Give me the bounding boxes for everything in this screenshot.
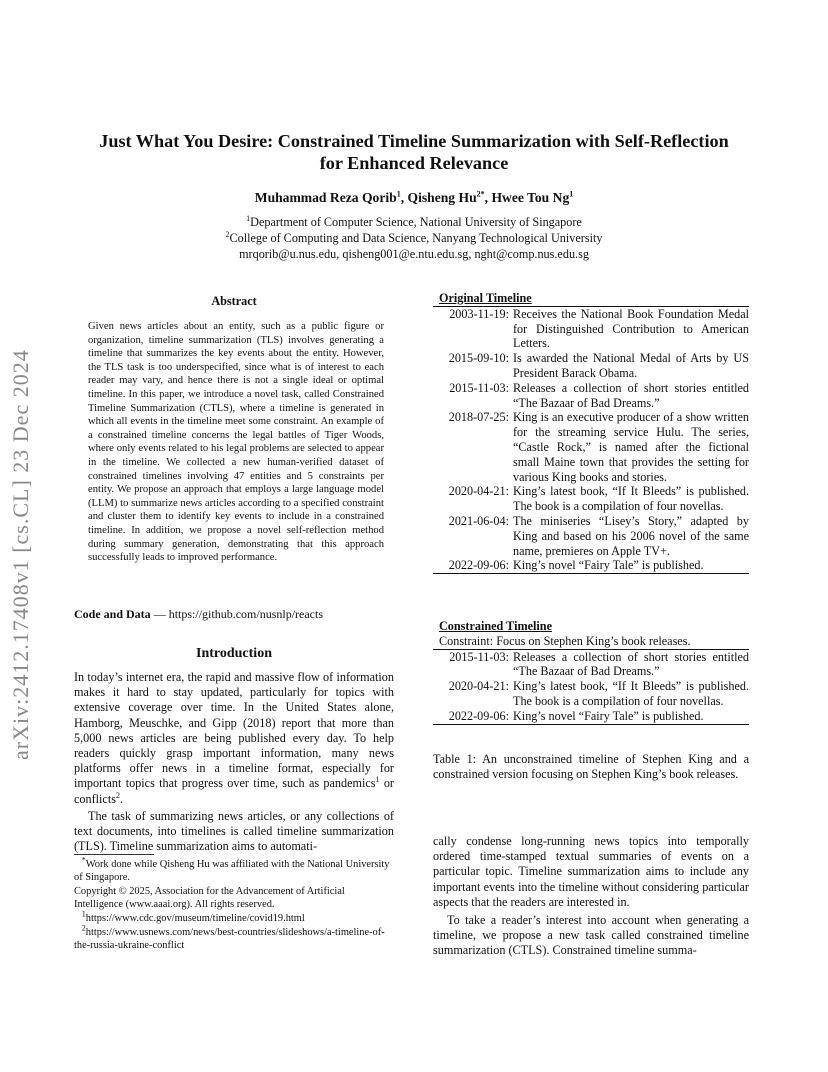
footnote-ref: 1 <box>375 775 380 785</box>
code-and-data <box>74 607 394 622</box>
intro-paragraph: In today’s internet era, the rapid and massive flow of information makes it hard to stay updated, particularly for topics with extensive coverage over time. In the United States alone, Hamborg, Meuschke, and Gipp (2018) report that more than 5,000 news articles are being published every day. To help readers quickly grasp important information, many news platforms offer news in a timeline format, especially for important topics that progress over time, such as pandemics$^1$ or conflicts$^2$. <box>74 670 394 806</box>
table-rule <box>433 573 749 574</box>
footnote: Copyright © 2025, Association for the Advancement of Artificial Intelligence (www.aaai.org). All rights reserved. <box>74 886 345 910</box>
affiliations <box>60 214 768 262</box>
abstract-heading: Abstract <box>211 294 257 308</box>
affiliation: $^1$Department of Computer Science, National University of Singapore <box>246 213 582 229</box>
footnote: $^1$https://www.cdc.gov/museum/timeline/covid19.html <box>81 909 305 924</box>
emails: mrqorib@u.nus.edu, qisheng001@e.ntu.edu.sg, nght@comp.nus.edu.sg <box>239 247 589 261</box>
table-row: 2022-09-06: King’s novel “Fairy Tale” is published. <box>448 708 704 723</box>
affiliation: $^2$College of Computing and Data Science, Nanyang Technological University <box>225 229 603 245</box>
author-name: Qisheng Hu <box>407 190 477 205</box>
table-row: 2022-09-06: King’s novel “Fairy Tale” is published. <box>448 558 704 573</box>
intro-text <box>74 670 394 854</box>
table-row: 2015-09-10: Is awarded the National Medal of Arts by US President Barack Obama. <box>448 351 749 380</box>
code-label: Code and Data <box>74 607 151 621</box>
code-url[interactable]: — https://github.com/nusnlp/reacts <box>150 607 324 621</box>
table-rule <box>433 724 749 725</box>
table-row: 2020-04-21: King’s latest book, “If It Bleeds” is published. The book is a compilation of four novellas. <box>448 484 749 514</box>
author-mark: 2* <box>476 189 485 199</box>
abstract-text: Given news articles about an entity, such as a public figure or organization, timeline summarization (TLS) involves generating a timeline that summarizes the key events about the entity. However, the TLS task is too underspecified, since what is of interest to each reader may vary, and hence there is not a single ideal or optimal timeline. In this paper, we introduce a novel task, called Constrained Timeline Summarization (CTLS), where a timeline is generated in which all events in the timeline meet some constraint. An example of a constrained timeline concerns the legal battles of Tiger Woods, where only events related to his legal problems are selected to appear in the timeline. We collected a new human-verified dataset of constrained timelines involving 47 entities and 5 constraints per entity. We propose an approach that employs a large language model (LLM) to summarize news articles according to a specified constraint and cluster them to identify key events to include in a constrained timeline. In addition, we propose a novel self-reflection method during summary generation, demonstrating that this approach successfully leads to improved performance. <box>88 321 384 564</box>
table-row: 2021-06-04: The miniseries “Lisey’s Story,” adapted by King and based on his 2006 novel of the same name, premieres on Apple TV+. <box>448 513 749 558</box>
table-row: 2020-04-21: King’s latest book, “If It Bleeds” is published. The book is a compilation of four novellas. <box>448 679 749 708</box>
footnote: *Work done while Qisheng Hu was affiliated with the National University of Singapore. <box>74 855 390 883</box>
title-line-2: for Enhanced Relevance <box>319 153 509 173</box>
footnote-rule <box>74 854 154 855</box>
table-caption: Table 1: An unconstrained timeline of Stephen King and a constrained version focusing on Stephen King’s book releases. <box>433 752 749 782</box>
table-heading: Constrained Timeline <box>439 619 552 633</box>
author-list: Muhammad Reza Qorib$^1$, Qisheng $Hu^{2*}$, Hwee Tou Ng$^1$ <box>254 189 574 205</box>
table-row: 2003-11-19: Receives the National Book Foundation Medal for Distinguished Contribution to American Letters. <box>449 306 749 351</box>
right-column-text <box>433 834 749 959</box>
author-mark: 1 <box>569 189 574 199</box>
body-paragraph: cally condense long-running news topics into temporally ordered time-stamped textual summaries of events on a particular topic. Timeline summarization aims to include any important events into the timeline without considering particular aspects that the readers are interested in. <box>433 834 749 909</box>
author-name: Muhammad Reza Qorib <box>254 190 397 205</box>
arxiv-stamp: arXiv:2412.17408v1 [cs.CL] 23 Dec 2024 <box>8 349 33 760</box>
body-paragraph: To take a reader’s interest into account when generating a timeline, we propose a new task called constrained timeline summarization (CTLS). Constrained timeline summa- <box>433 913 749 958</box>
intro-heading: Introduction <box>196 646 272 661</box>
intro-paragraph: The task of summarizing news articles, or any collections of text documents, into timelines is called timeline summarization (TLS). Timeline summarization aims to automati- <box>74 808 394 854</box>
paper-title <box>60 130 768 174</box>
footnote: $^2$https://www.usnews.com/news/best-countries/slideshows/a-timeline-of-the-russia-ukraine-conflict <box>74 923 385 951</box>
table-heading: Original Timeline <box>439 291 532 305</box>
author-mark: 1 <box>396 189 401 199</box>
table-row: 2018-07-25: King is an executive producer of a show written for the streaming service Hulu. The series, “Castle Rock,” is named after the fictional small Maine town that provides the setting for various King books and stories. <box>448 410 749 484</box>
table-row: 2015-11-03: Releases a collection of short stories entitled “The Bazaar of Bad Dreams.” <box>449 380 749 410</box>
footnote-ref: 2 <box>115 790 120 800</box>
original-timeline-table <box>433 291 749 574</box>
constrained-timeline-table <box>433 619 749 725</box>
author-name: Hwee Tou Ng <box>491 190 570 205</box>
constraint-text: Constraint: Focus on Stephen King’s book releases. <box>439 633 691 648</box>
footnotes <box>74 855 394 953</box>
title-line-1: Just What You Desire: Constrained Timeline Summarization with Self-Reflection <box>99 131 729 151</box>
table-row: 2015-11-03: Releases a collection of short stories entitled “The Bazaar of Bad Dreams.” <box>449 649 749 679</box>
